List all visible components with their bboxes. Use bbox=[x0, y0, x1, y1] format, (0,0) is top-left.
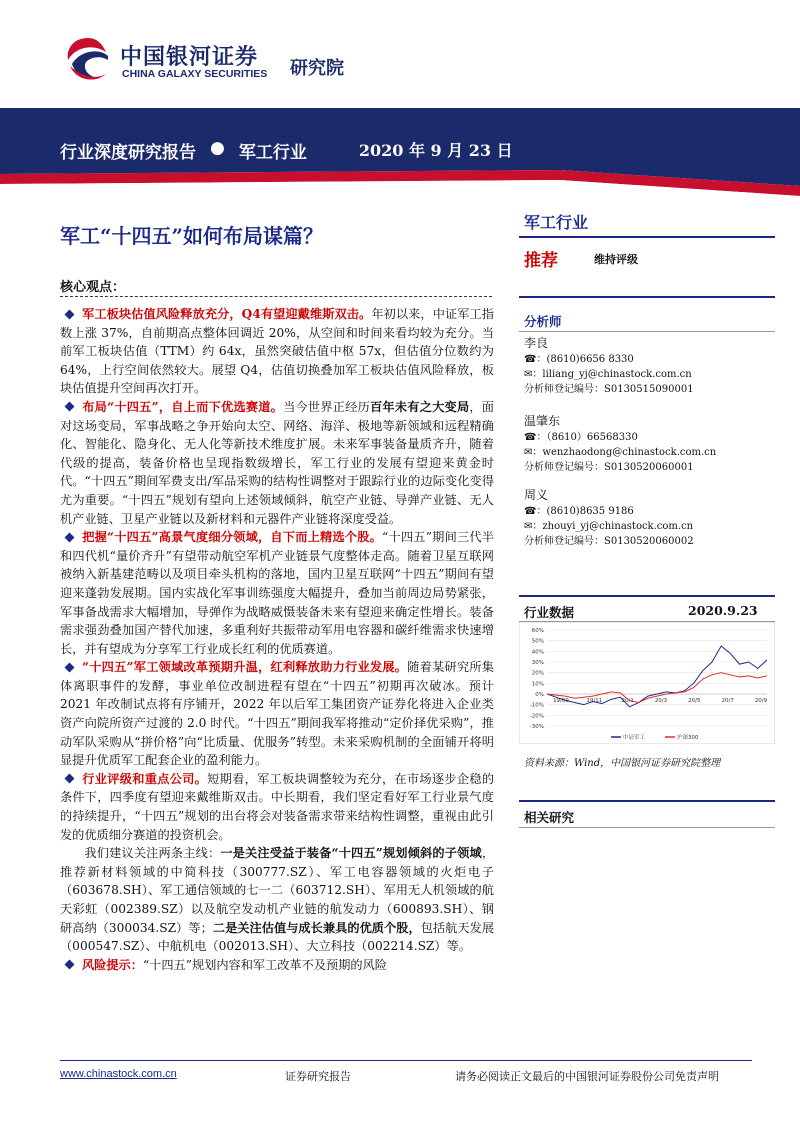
analyst-registration: 分析师登记编号：S0130520060001 bbox=[524, 462, 694, 473]
para-bold: 一是关注受益于装备“十四五”规划倾斜的子领域 bbox=[220, 846, 482, 861]
bullet-icon bbox=[65, 532, 75, 542]
paragraph-segments bbox=[60, 528, 494, 658]
x-tick-label: 20/1 bbox=[621, 698, 634, 704]
para-text: ，面对这场变局，军事战略之争开始向太空、网络、海洋、极地等新领域和远程精确化、智能化、隐身化、无人化等新技术维度扩展。未来军事装备量质齐升，随着代级的提高，装备价格也呈现指数级增长，军工行业的发展有望迎来黄金时代。“十四五”期间军费支出/军品采购的结构性调整对于跟踪行业的边际变化变得尤为重要。“十四五”规划有望向上述领域倾斜，航空产业链、导弹产业链、无人机产业链、卫星产业链以及新材料和元器件产业链将深度受益。 bbox=[60, 399, 494, 526]
para-text: ，推荐新材料领域的中简科技（300777.SZ）、军工电容器领域的火炬电子（603678.SH）、军工通信领域的七一二（603712.SH）、军用无人机领域的航天彩虹（002389.SZ）以及航空发动机产业链的航发动力（600893.SH）、钢研高纳（300034.SZ）等； bbox=[60, 846, 494, 935]
para-text: 年初以来，中证军工指数上涨 37%，自前期高点整体回调近 20%，从空间和时间来看均较为充分。当前军工板块估值（TTM）约 64x，虽然突破估值中枢 57x，但估值分位数约为 64%，上行空间依然较大。展望 Q4，估值切换叠加军工板块估值风险释放，板块估值提升空间再次打开。 bbox=[60, 307, 494, 396]
report-date: 2020 年 9 月 23 日 bbox=[358, 141, 513, 160]
bullet-icon bbox=[65, 309, 75, 319]
divider bbox=[519, 296, 775, 298]
y-tick-label: 10% bbox=[531, 681, 544, 688]
para-text: “十四五”期间三代半和四代机“量价齐升”有望带动航空军机产业链景气度整体走高。随着卫星互联网被纳入新基建范畴以及项目牵头机构的落地，国内卫星互联网“十四五”期间有望迎来蓬勃发展期。国内实战化军事训练强度大幅提升，叠加当前周边局势紧张，军事备战需求大幅增加，导弹作为战略威慑装备未来有望迎来确定性增长。装备需求强劲叠加国产替代加速，多重利好共振带动军用电容器和碳纤维需求快速增长，并有望成为分享军工行业成长红利的优质赛道。 bbox=[60, 530, 494, 656]
para-text: 我们建议关注两条主线： bbox=[84, 846, 221, 861]
analyst-card bbox=[524, 486, 694, 549]
divider bbox=[519, 800, 775, 802]
paragraph-layout bbox=[60, 398, 494, 528]
analyst-email[interactable]: ✉：zhouyi_yj@chinastock.com.cn bbox=[524, 521, 694, 532]
footer-divider bbox=[60, 1060, 752, 1061]
y-tick-label: 50% bbox=[531, 638, 544, 645]
banner-text bbox=[60, 138, 513, 163]
para-text: “十四五”规划内容和军工改革不及预期的风险 bbox=[142, 957, 387, 972]
institute-label: 研究院 bbox=[290, 58, 344, 79]
analyst-name: 温肇东 bbox=[524, 414, 561, 428]
y-tick-label: -30% bbox=[529, 724, 544, 730]
para-heading: 行业评级和重点公司。 bbox=[82, 771, 208, 786]
banner-dot-icon: ● bbox=[210, 138, 225, 158]
page-title: 军工“十四五”如何布局谋篇？ bbox=[60, 224, 324, 248]
legend-label: 沪深300 bbox=[677, 735, 699, 741]
analyst-card bbox=[524, 334, 694, 397]
bullet-icon bbox=[65, 662, 75, 672]
related-research-title: 相关研究 bbox=[524, 810, 575, 825]
bullet-icon bbox=[65, 774, 75, 784]
paragraph-risk bbox=[60, 956, 494, 975]
x-tick-label: 20/9 bbox=[754, 698, 768, 704]
para-heading: “十四五”军工领域改革预期升温，红利释放助力行业发展。 bbox=[82, 660, 408, 675]
analyst-name: 周义 bbox=[524, 488, 549, 502]
company-logo bbox=[62, 28, 362, 92]
bullet-icon bbox=[65, 402, 75, 412]
analyst-phone: ☎：（8610）66568330 bbox=[524, 432, 638, 443]
footer-url-link[interactable]: www.chinastock.com.cn bbox=[60, 1068, 177, 1080]
paragraph-rating bbox=[60, 770, 494, 844]
para-heading: 布局“十四五”，自上而下优选赛道。 bbox=[82, 399, 284, 414]
report-type: 行业深度研究报告 bbox=[60, 143, 196, 163]
legend-label: 中证军工 bbox=[623, 735, 646, 741]
rating-note: 维持评级 bbox=[594, 253, 638, 266]
analyst-section-title: 分析师 bbox=[524, 314, 562, 329]
analyst-card bbox=[524, 412, 716, 475]
x-tick-label: 19/09 bbox=[553, 698, 569, 704]
analyst-phone: ☎：(8610)8635 9186 bbox=[524, 506, 634, 517]
x-tick-label: 19/11 bbox=[586, 698, 603, 704]
para-text: 随着某研究所集体离职事件的发酵，事业单位改制进程有望在“十四五”初期再次破冰。预计 2021 年改制试点将有序铺开，2022 年以后军工集团资产证券化将进入企业类资产向院所资产过渡的 2.0 时代。“十四五”期间我军将推动“定价择优采购”，推动军队采购从“拼价格”向“比质量、优服务”转型。未来采购机制的全面铺开将明显提升优质军工配套企业的盈利能力。 bbox=[60, 660, 494, 768]
x-tick-label: 20/7 bbox=[721, 698, 734, 704]
analyst-name: 李良 bbox=[524, 336, 549, 350]
x-tick-label: 20/5 bbox=[688, 698, 701, 704]
y-tick-label: 0% bbox=[535, 692, 544, 698]
analyst-registration: 分析师登记编号：S0130520060002 bbox=[524, 536, 694, 547]
para-text: 短期看，军工板块调整较为充分，在市场逐步企稳的条件下，四季度有望迎来戴维斯双击。中长期看，我们坚定看好军工行业景气度的持续提升，“十四五”规划的出台将会对装备需求带来结构性调整，重视由此引发的优质细分赛道的投资机会。 bbox=[60, 771, 495, 842]
y-tick-label: 20% bbox=[531, 670, 544, 677]
y-tick-label: 40% bbox=[531, 649, 544, 656]
analyst-email[interactable]: ✉：wenzhaodong@chinastock.com.cn bbox=[524, 447, 717, 458]
y-tick-label: 60% bbox=[531, 628, 544, 634]
footer-report-label: 证券研究报告 bbox=[285, 1070, 351, 1083]
paragraph-recommendations bbox=[60, 844, 494, 956]
logo-text-en: CHINA GALAXY SECURITIES bbox=[122, 68, 268, 80]
footer-disclaimer: 请务必阅读正文最后的中国银河证券股份公司免责声明 bbox=[455, 1070, 719, 1083]
industry-data-title: 行业数据 bbox=[524, 605, 575, 620]
main-content bbox=[60, 305, 494, 974]
divider bbox=[60, 296, 492, 297]
industry-data-date: 2020.9.23 bbox=[688, 603, 758, 618]
core-view-label: 核心观点： bbox=[60, 280, 126, 295]
para-bold: 二是关注估值与成长兼具的优质个股， bbox=[212, 920, 421, 935]
para-text: 包括航天发展（000547.SZ）、中航机电（002013.SH）、大立科技（002214.SZ）等。 bbox=[60, 920, 495, 954]
banner-industry: 军工行业 bbox=[238, 143, 307, 163]
paragraph-reform bbox=[60, 658, 494, 770]
chart-source: 资料来源：Wind，中国银河证券研究院整理 bbox=[524, 758, 721, 769]
x-tick-label: 20/3 bbox=[654, 698, 668, 704]
paragraph-valuation bbox=[60, 305, 494, 398]
divider bbox=[519, 331, 775, 332]
para-heading: 军工板块估值风险释放充分，Q4有望迎戴维斯双击。 bbox=[82, 307, 372, 321]
logo-text-cn: 中国银河证券 bbox=[120, 45, 259, 70]
industry-index-chart bbox=[519, 622, 775, 744]
sidebar-industry: 军工行业 bbox=[524, 213, 589, 232]
para-heading: 风险提示： bbox=[82, 957, 143, 972]
para-bold: 百年未有之大变局 bbox=[370, 399, 470, 414]
analyst-phone: ☎：(8610)6656 8330 bbox=[524, 354, 634, 365]
para-heading: 把握“十四五”高景气度细分领域，自下而上精选个股。 bbox=[82, 530, 383, 545]
rating-badge: 推荐 bbox=[524, 251, 558, 271]
divider bbox=[519, 236, 775, 238]
para-text: 当今世界正经历 bbox=[283, 399, 371, 414]
y-tick-label: -10% bbox=[529, 702, 544, 709]
divider bbox=[519, 827, 775, 828]
analyst-email[interactable]: ✉：liliang_yj@chinastock.com.cn bbox=[524, 369, 692, 380]
galaxy-logo-icon bbox=[62, 34, 114, 86]
y-tick-label: 30% bbox=[531, 660, 544, 666]
divider bbox=[519, 595, 775, 597]
y-tick-label: -20% bbox=[529, 713, 544, 720]
bullet-icon bbox=[65, 960, 75, 970]
analyst-registration: 分析师登记编号：S0130515090001 bbox=[524, 384, 694, 395]
